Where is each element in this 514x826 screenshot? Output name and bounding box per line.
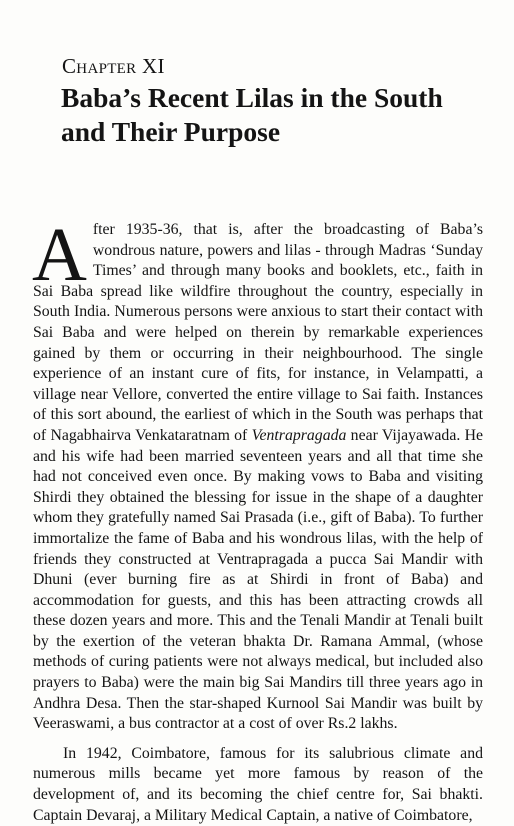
place-name-italic: Ventrapragada [251,426,347,444]
chapter-label: Chapter XI [62,54,165,78]
drop-cap: A [32,213,87,297]
body-text [32,213,483,826]
paragraph-1 [32,213,483,735]
paragraph-1-text-b: near Vijayawada. He and his wife had been married seventeen years and all that time she had not conceived even once. By making vows to Baba and visiting Shirdi they obtained the blessing for issue in the shape of a daughter whom they gratefully named Sai Prasada (i.e., gift of Baba). To further immortalize the fame of Baba and his wondrous lilas, with the help of friends they constructed at Ventrapragada a pucca Sai Mandir with Dhuni (ever burning fire as at Shirdi in front of Baba) and accommodation for guests, and this has been attracting crowds all these dozen years and more. This and the Tenali Mandir at Tenali built by the exertion of the veteran bhakta Dr. Ramana Ammal, (whose methods of curing patients were not always medical, but included also prayers to Baba) were the main big Sai Mandirs till three years ago in Andhra Desa. Then the star-shaped Kurnool Sai Mandir was built by Veeraswami, a bus contractor at a cost of over Rs.2 lakhs. [33,426,483,733]
paragraph-2: In 1942, Coimbatore, famous for its salubrious climate and numerous mills became yet more famous by reason of the development of, and its becoming the chief centre for, Sai bhakti. Captain Devaraj, a Military Medical Captain, a native of Coimbatore, [33,744,483,824]
page-title: Baba’s Recent Lilas in the South and Their Purpose [61,82,443,147]
paragraph-1-text-a: fter 1935-36, that is, after the broadcasting of Baba’s wondrous nature, powers and lilas - through Madras ‘Sunday Times’ and through many books and booklets, etc., faith in Sai Baba spread like wildfire throughout the country, especially in South India. Numerous persons were anxious to start their contact with Sai Baba and were helped on therein by remarkable experiences gained by them or occurring in their neighbourhood. The single experience of an instant cure of fits, for instance, in Velampatti, a village near Vellore, converted the entire village to Sai faith. Instances of this sort abound, the earliest of which in the South was perhaps that of Nagabhairva Venkataratnam of [33,221,483,444]
